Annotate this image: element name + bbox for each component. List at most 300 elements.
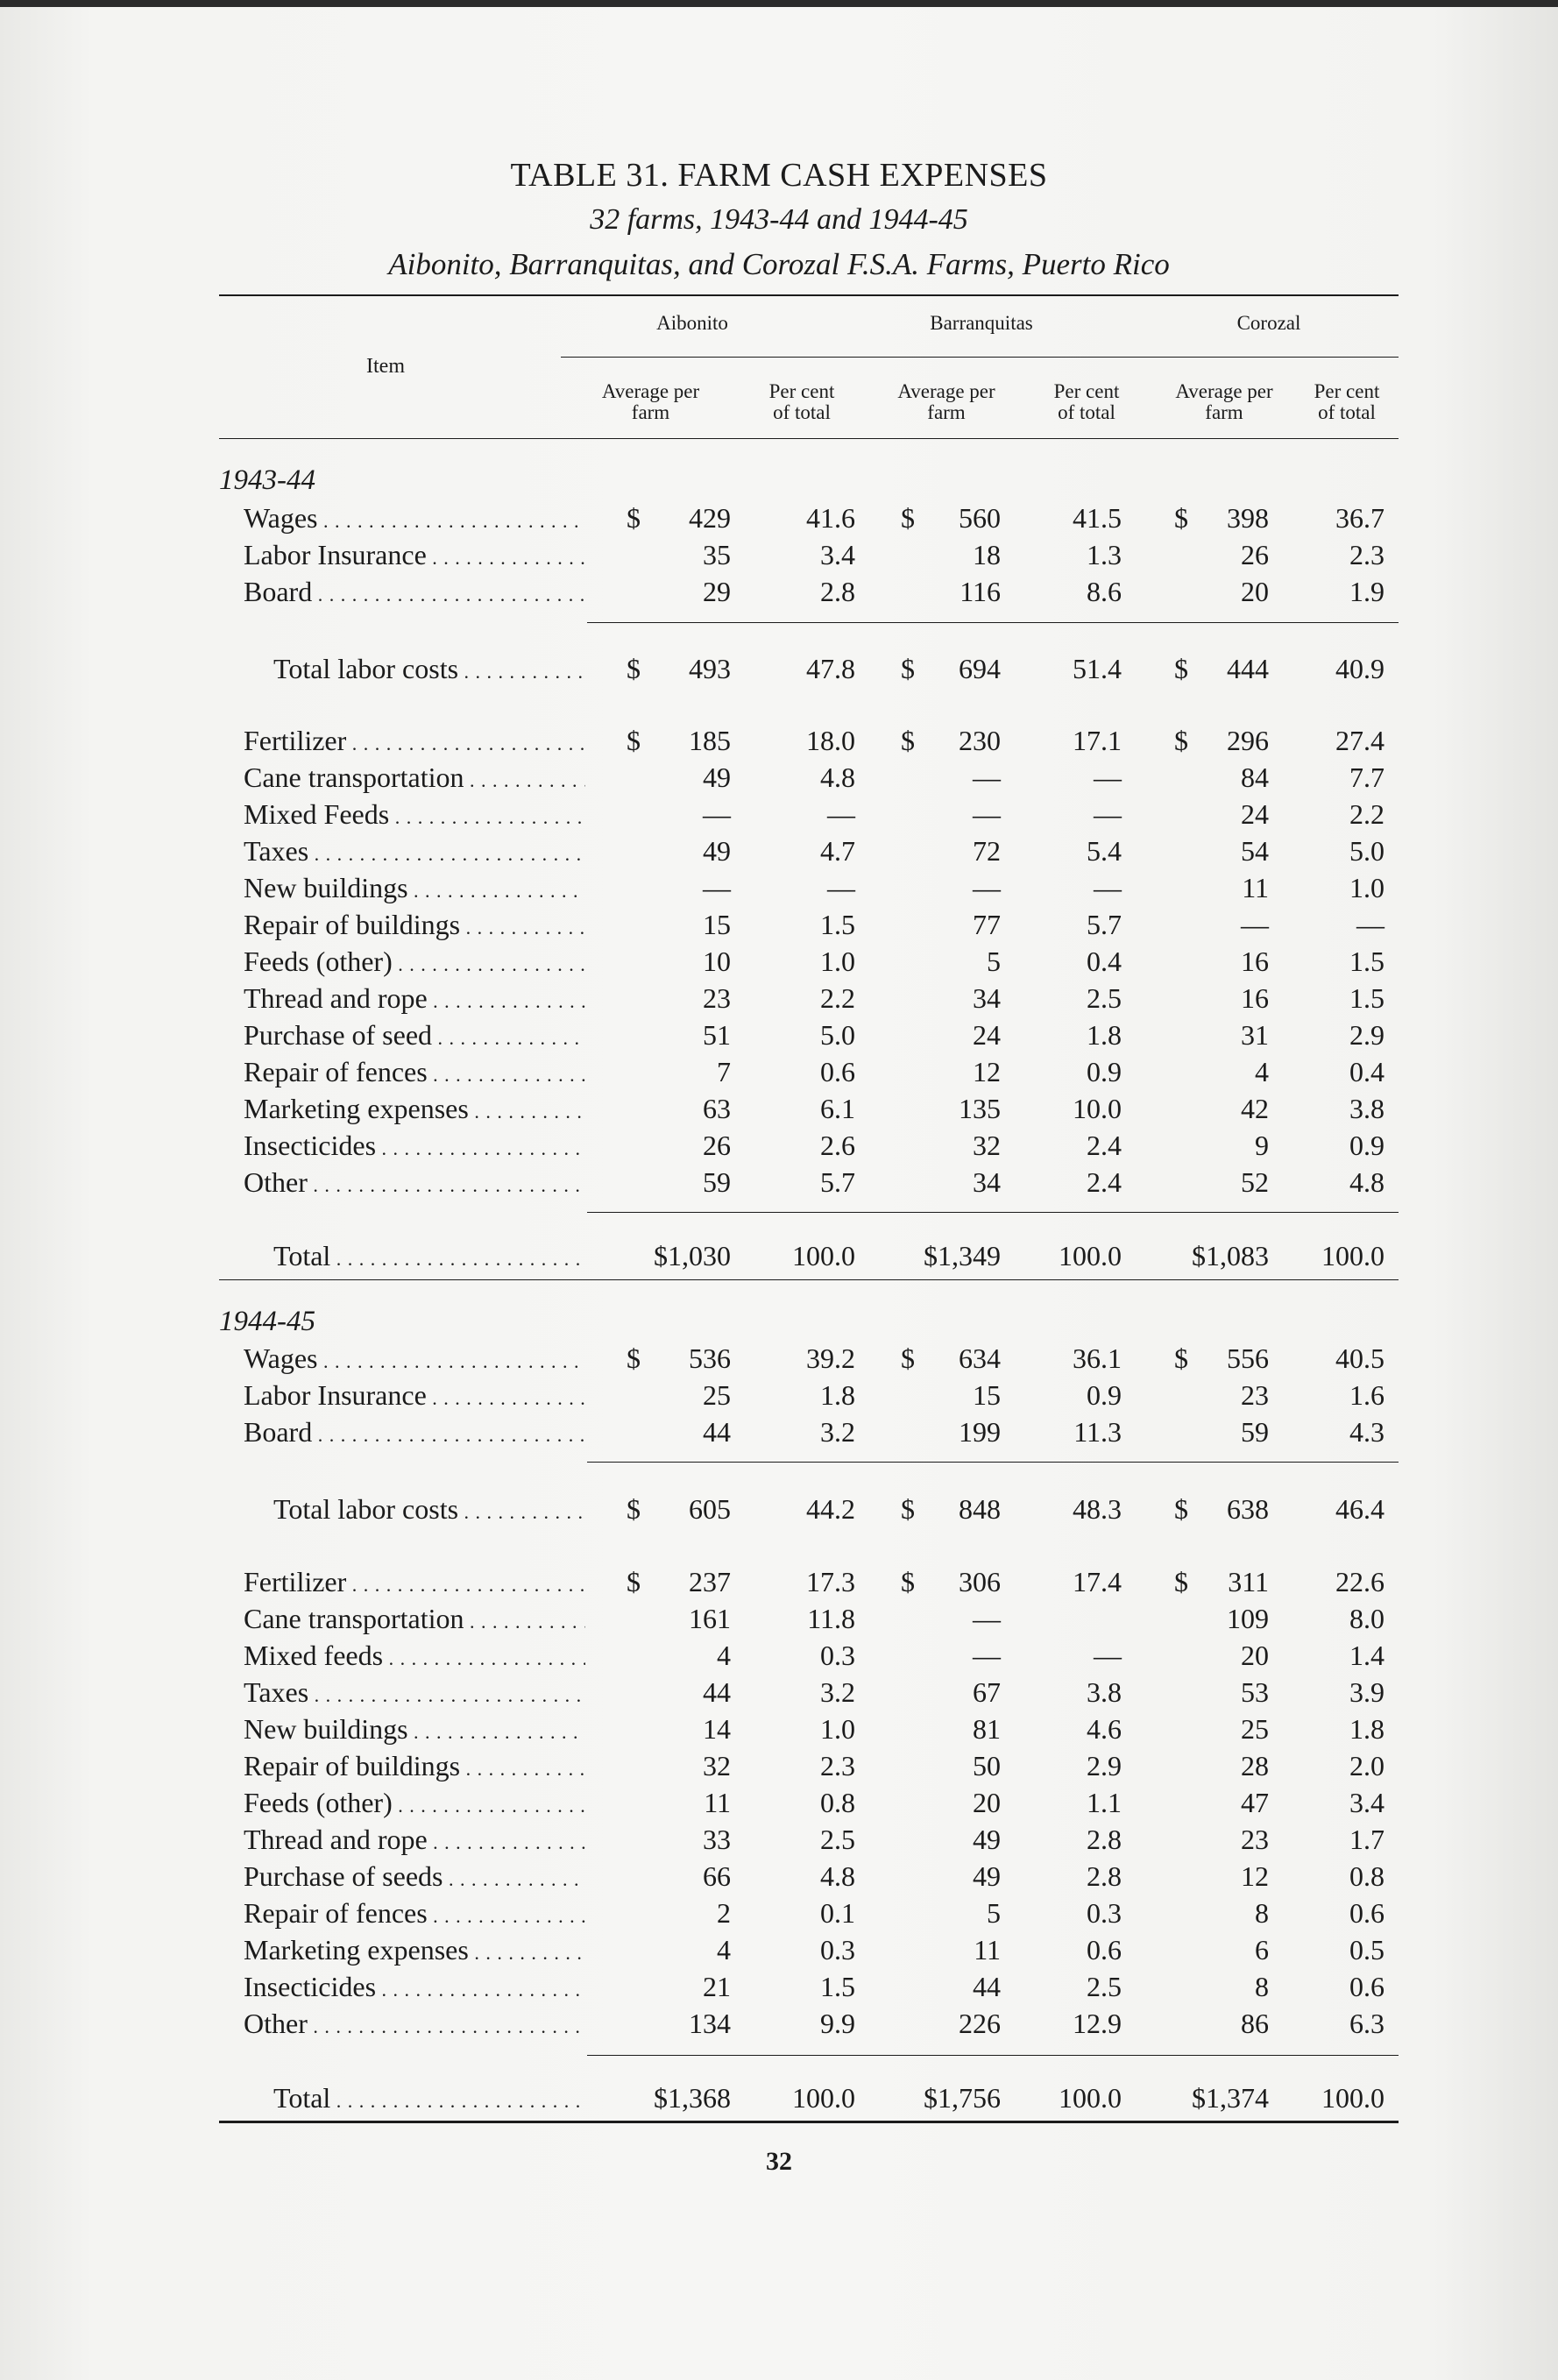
aibonito-percent: 17.3	[806, 1566, 855, 1597]
row-label: Repair of buildings . . .	[244, 907, 585, 946]
corozal-percent: 1.0	[1349, 872, 1384, 903]
table-row	[0, 2006, 1558, 2041]
table-rule	[587, 1212, 1399, 1213]
aibonito-average: 23	[703, 982, 731, 1014]
table-row	[0, 1128, 1558, 1163]
currency-sign: $	[627, 1493, 641, 1525]
barranquitas-average: 230	[959, 725, 1001, 756]
aibonito-percent: 44.2	[806, 1493, 855, 1525]
aibonito-percent: 39.2	[806, 1342, 855, 1374]
subheader-line: of total	[1318, 401, 1376, 423]
row-label: Purchase of seeds . . .	[244, 1859, 585, 1897]
aibonito-average: 14	[703, 1713, 731, 1745]
aibonito-average: 185	[689, 725, 731, 756]
corozal-average: —	[1241, 909, 1269, 940]
currency-sign: $	[1174, 1342, 1188, 1374]
corozal-percent: 3.9	[1349, 1676, 1384, 1708]
row-label: Wages . . .	[244, 1341, 585, 1379]
barranquitas-percent: 0.6	[1087, 1934, 1122, 1966]
row-label: Marketing expenses . . .	[244, 1932, 585, 1971]
corozal-percent: 46.4	[1335, 1493, 1384, 1525]
aibonito-average: 49	[703, 761, 731, 793]
subheader-barranquitas-avg	[863, 381, 1030, 423]
row-label: Feeds (other) . . .	[244, 944, 585, 982]
aibonito-average: 35	[703, 539, 731, 570]
barranquitas-average: 24	[973, 1019, 1001, 1051]
barranquitas-average: 226	[959, 2008, 1001, 2039]
corozal-percent: 40.9	[1335, 653, 1384, 684]
barranquitas-average: 5	[987, 1897, 1001, 1929]
barranquitas-average: 634	[959, 1342, 1001, 1374]
barranquitas-percent: 48.3	[1073, 1493, 1122, 1525]
currency-sign: $	[901, 725, 915, 756]
table-subtitle-locations: Aibonito, Barranquitas, and Corozal F.S.A. Farms, Puerto Rico	[388, 247, 1170, 281]
table-rule	[219, 1279, 1399, 1280]
barranquitas-average: $1,756	[924, 2082, 1001, 2114]
barranquitas-average: 694	[959, 653, 1001, 684]
table-rule	[587, 2055, 1399, 2056]
aibonito-percent: 3.2	[820, 1416, 855, 1448]
corozal-average: 444	[1227, 653, 1269, 684]
aibonito-average: 2	[717, 1897, 731, 1929]
subheader-line: Per cent	[768, 380, 835, 402]
aibonito-percent: 1.0	[820, 946, 855, 977]
table-row	[0, 1638, 1558, 1673]
barranquitas-percent: —	[1094, 872, 1122, 903]
barranquitas-percent: 2.8	[1087, 1824, 1122, 1855]
table-row	[0, 1601, 1558, 1636]
currency-sign: $	[1174, 1493, 1188, 1525]
row-label: Other . . .	[244, 1165, 585, 1203]
row-label: Purchase of seed . . .	[244, 1017, 585, 1056]
corozal-average: 20	[1241, 1640, 1269, 1671]
corozal-percent: 6.3	[1349, 2008, 1384, 2039]
aibonito-percent: 1.8	[820, 1379, 855, 1411]
aibonito-average: 10	[703, 946, 731, 977]
barranquitas-average: 50	[973, 1750, 1001, 1781]
table-row	[0, 1822, 1558, 1857]
aibonito-average: $1,368	[654, 2082, 731, 2114]
aibonito-percent: 4.7	[820, 835, 855, 867]
barranquitas-average: 20	[973, 1787, 1001, 1818]
table-row	[0, 797, 1558, 832]
corozal-average: 53	[1241, 1676, 1269, 1708]
barranquitas-average: 44	[973, 1971, 1001, 2002]
row-label: Fertilizer . . .	[244, 1564, 585, 1603]
table-row	[0, 833, 1558, 868]
row-label: Mixed feeds . . .	[244, 1638, 585, 1676]
barranquitas-percent: —	[1094, 1640, 1122, 1671]
corozal-average: 52	[1241, 1166, 1269, 1198]
table-row	[0, 574, 1558, 609]
corozal-average: 11	[1242, 872, 1269, 903]
header-group-rule	[561, 357, 1399, 358]
corozal-average: 16	[1241, 982, 1269, 1014]
aibonito-average: —	[703, 872, 731, 903]
corozal-average: 25	[1241, 1713, 1269, 1745]
corozal-average: 54	[1241, 835, 1269, 867]
row-label: Feeds (other) . . .	[244, 1785, 585, 1824]
row-label: Repair of buildings . . .	[244, 1748, 585, 1787]
corozal-percent: 1.7	[1349, 1824, 1384, 1855]
aibonito-average: $1,030	[654, 1240, 731, 1271]
corozal-average: 6	[1255, 1934, 1269, 1966]
currency-sign: $	[901, 1342, 915, 1374]
subheader-barranquitas-pct	[1025, 381, 1148, 423]
subheader-aibonito-avg	[561, 381, 740, 423]
barranquitas-percent: 0.9	[1087, 1056, 1122, 1087]
barranquitas-percent: —	[1094, 761, 1122, 793]
table-row	[0, 723, 1558, 758]
subheader-corozal-pct	[1290, 381, 1404, 423]
corozal-average: 23	[1241, 1824, 1269, 1855]
aibonito-percent: 5.0	[820, 1019, 855, 1051]
corozal-percent: 40.5	[1335, 1342, 1384, 1374]
corozal-average: 24	[1241, 798, 1269, 830]
barranquitas-average: —	[973, 761, 1001, 793]
currency-sign: $	[1174, 1566, 1188, 1597]
row-label: Insecticides . . .	[244, 1128, 585, 1166]
barranquitas-average: 560	[959, 502, 1001, 534]
table-row	[0, 1748, 1558, 1783]
currency-sign: $	[627, 1566, 641, 1597]
row-label: Thread and rope . . .	[244, 1822, 585, 1860]
row-label: Total labor costs . . .	[273, 1491, 585, 1530]
row-label: Board . . .	[244, 1414, 585, 1453]
barranquitas-average: 5	[987, 946, 1001, 977]
subheader-line: Average per	[601, 380, 700, 402]
currency-sign: $	[1174, 502, 1188, 534]
barranquitas-average: 11	[974, 1934, 1001, 1966]
aibonito-percent: 5.7	[820, 1166, 855, 1198]
corozal-percent: 0.6	[1349, 1897, 1384, 1929]
barranquitas-average: 116	[960, 576, 1001, 607]
corozal-percent: 7.7	[1349, 761, 1384, 793]
table-rule	[219, 2121, 1399, 2123]
barranquitas-percent: 11.3	[1073, 1416, 1122, 1448]
corozal-percent: 100.0	[1321, 2082, 1384, 2114]
aibonito-average: —	[703, 798, 731, 830]
corozal-average: 31	[1241, 1019, 1269, 1051]
barranquitas-percent: 17.4	[1073, 1566, 1122, 1597]
barranquitas-percent: 5.7	[1087, 909, 1122, 940]
barranquitas-percent: 100.0	[1059, 2082, 1122, 2114]
aibonito-percent: 2.6	[820, 1130, 855, 1161]
table-row	[0, 907, 1558, 942]
aibonito-average: 32	[703, 1750, 731, 1781]
row-label: Repair of fences . . .	[244, 1054, 585, 1093]
corozal-average: 4	[1255, 1056, 1269, 1087]
barranquitas-percent: 4.6	[1087, 1713, 1122, 1745]
aibonito-average: 7	[717, 1056, 731, 1087]
table-rule	[587, 622, 1399, 623]
row-label: Cane transportation . . .	[244, 760, 585, 798]
row-label: Thread and rope . . .	[244, 981, 585, 1019]
corozal-average: 23	[1241, 1379, 1269, 1411]
subheader-line: farm	[1205, 401, 1243, 423]
subheader-line: of total	[773, 401, 831, 423]
barranquitas-average: 306	[959, 1566, 1001, 1597]
subheader-line: Per cent	[1053, 380, 1120, 402]
barranquitas-percent: 0.9	[1087, 1379, 1122, 1411]
corozal-percent: 2.9	[1349, 1019, 1384, 1051]
aibonito-percent: —	[827, 872, 855, 903]
aibonito-average: 493	[689, 653, 731, 684]
corozal-percent: 1.8	[1349, 1713, 1384, 1745]
aibonito-average: 25	[703, 1379, 731, 1411]
subheader-line: Per cent	[1314, 380, 1380, 402]
barranquitas-average: 34	[973, 982, 1001, 1014]
table-row	[0, 1895, 1558, 1930]
corozal-average: $1,083	[1192, 1240, 1269, 1271]
row-label: Other . . .	[244, 2006, 585, 2044]
table-row	[0, 1017, 1558, 1052]
aibonito-average: 44	[703, 1416, 731, 1448]
currency-sign: $	[1174, 725, 1188, 756]
table-row	[0, 1238, 1558, 1273]
corozal-percent: 100.0	[1321, 1240, 1384, 1271]
table-row	[0, 1054, 1558, 1089]
table-row	[0, 1341, 1558, 1376]
barranquitas-percent: 0.4	[1087, 946, 1122, 977]
subheader-line: Average per	[1175, 380, 1273, 402]
aibonito-average: 237	[689, 1566, 731, 1597]
corozal-average: 296	[1227, 725, 1269, 756]
barranquitas-average: —	[973, 872, 1001, 903]
corozal-average: 8	[1255, 1897, 1269, 1929]
corozal-percent: 0.8	[1349, 1860, 1384, 1892]
corozal-average: 59	[1241, 1416, 1269, 1448]
corozal-percent: 8.0	[1349, 1603, 1384, 1634]
header-top-rule	[219, 294, 1399, 296]
aibonito-percent: 2.8	[820, 576, 855, 607]
corozal-average: 109	[1227, 1603, 1269, 1634]
corozal-percent: —	[1356, 909, 1384, 940]
aibonito-average: 21	[703, 1971, 731, 2002]
table-row	[0, 1969, 1558, 2004]
corozal-average: 47	[1241, 1787, 1269, 1818]
header-bottom-rule	[219, 438, 1399, 439]
currency-sign: $	[901, 502, 915, 534]
barranquitas-average: 32	[973, 1130, 1001, 1161]
row-label: New buildings . . .	[244, 1711, 585, 1750]
barranquitas-percent: 1.3	[1087, 539, 1122, 570]
row-label: New buildings . . .	[244, 870, 585, 909]
barranquitas-percent: 2.8	[1087, 1860, 1122, 1892]
corozal-percent: 0.6	[1349, 1971, 1384, 2002]
currency-sign: $	[627, 653, 641, 684]
row-label: Total . . .	[273, 2080, 585, 2119]
corozal-percent: 22.6	[1335, 1566, 1384, 1597]
barranquitas-average: 67	[973, 1676, 1001, 1708]
barranquitas-average: 49	[973, 1860, 1001, 1892]
section-label: 1944-45	[219, 1306, 315, 1337]
subheader-line: Average per	[897, 380, 995, 402]
currency-sign: $	[901, 1566, 915, 1597]
corozal-percent: 0.9	[1349, 1130, 1384, 1161]
corozal-average: $1,374	[1192, 2082, 1269, 2114]
aibonito-average: 134	[689, 2008, 731, 2039]
subheader-corozal-avg	[1150, 381, 1299, 423]
aibonito-percent: 41.6	[806, 502, 855, 534]
corozal-average: 28	[1241, 1750, 1269, 1781]
row-label: Cane transportation . . .	[244, 1601, 585, 1640]
aibonito-percent: 1.5	[820, 1971, 855, 2002]
table-subtitle: 32 farms, 1943-44 and 1944-45	[590, 203, 968, 236]
table-row	[0, 1491, 1558, 1526]
aibonito-percent: —	[827, 798, 855, 830]
aibonito-average: 605	[689, 1493, 731, 1525]
aibonito-average: 4	[717, 1934, 731, 1966]
subheader-line: of total	[1058, 401, 1115, 423]
aibonito-percent: 2.3	[820, 1750, 855, 1781]
row-label: Labor Insurance . . .	[244, 1378, 585, 1416]
barranquitas-percent: 5.4	[1087, 835, 1122, 867]
corozal-average: 9	[1255, 1130, 1269, 1161]
corozal-average: 398	[1227, 502, 1269, 534]
table-row	[0, 1378, 1558, 1413]
corozal-percent: 5.0	[1349, 835, 1384, 867]
currency-sign: $	[901, 653, 915, 684]
aibonito-percent: 3.4	[820, 539, 855, 570]
table-row	[0, 1785, 1558, 1820]
aibonito-percent: 18.0	[806, 725, 855, 756]
page-top-edge	[0, 0, 1558, 7]
page-number: 32	[766, 2147, 792, 2176]
barranquitas-percent: 41.5	[1073, 502, 1122, 534]
aibonito-percent: 4.8	[820, 761, 855, 793]
group-header-barranquitas: Barranquitas	[930, 312, 1033, 334]
corozal-percent: 1.6	[1349, 1379, 1384, 1411]
corozal-percent: 1.5	[1349, 946, 1384, 977]
row-label: Total labor costs . . .	[273, 651, 585, 690]
table-row	[0, 500, 1558, 535]
corozal-percent: 36.7	[1335, 502, 1384, 534]
barranquitas-average: —	[973, 798, 1001, 830]
barranquitas-percent: 36.1	[1073, 1342, 1122, 1374]
aibonito-percent: 4.8	[820, 1860, 855, 1892]
currency-sign: $	[627, 1342, 641, 1374]
corozal-percent: 2.2	[1349, 798, 1384, 830]
table-row	[0, 1932, 1558, 1967]
aibonito-average: 59	[703, 1166, 731, 1198]
barranquitas-percent: 2.4	[1087, 1130, 1122, 1161]
corozal-average: 8	[1255, 1971, 1269, 2002]
barranquitas-average: 18	[973, 539, 1001, 570]
barranquitas-average: —	[973, 1603, 1001, 1634]
barranquitas-average: 12	[973, 1056, 1001, 1087]
barranquitas-average: 848	[959, 1493, 1001, 1525]
aibonito-average: 26	[703, 1130, 731, 1161]
aibonito-average: 15	[703, 909, 731, 940]
aibonito-percent: 0.8	[820, 1787, 855, 1818]
corozal-percent: 4.3	[1349, 1416, 1384, 1448]
corozal-average: 311	[1228, 1566, 1269, 1597]
row-label: Total . . .	[273, 1238, 585, 1277]
corozal-percent: 1.5	[1349, 982, 1384, 1014]
barranquitas-percent: —	[1094, 798, 1122, 830]
aibonito-percent: 0.3	[820, 1934, 855, 1966]
barranquitas-average: 135	[959, 1093, 1001, 1124]
corozal-percent: 1.9	[1349, 576, 1384, 607]
aibonito-percent: 0.6	[820, 1056, 855, 1087]
aibonito-percent: 100.0	[792, 2082, 855, 2114]
barranquitas-percent: 12.9	[1073, 2008, 1122, 2039]
currency-sign: $	[627, 725, 641, 756]
table-row	[0, 1859, 1558, 1894]
table-row	[0, 1675, 1558, 1710]
aibonito-average: 49	[703, 835, 731, 867]
corozal-percent: 0.5	[1349, 1934, 1384, 1966]
subheader-aibonito-pct	[740, 381, 863, 423]
table-row	[0, 2080, 1558, 2115]
corozal-percent: 3.4	[1349, 1787, 1384, 1818]
row-label: Mixed Feeds . . .	[244, 797, 585, 835]
subheader-line: farm	[631, 401, 670, 423]
aibonito-percent: 1.5	[820, 909, 855, 940]
barranquitas-average: —	[973, 1640, 1001, 1671]
barranquitas-percent: 8.6	[1087, 576, 1122, 607]
barranquitas-percent: 2.5	[1087, 1971, 1122, 2002]
table-row	[0, 981, 1558, 1016]
aibonito-average: 29	[703, 576, 731, 607]
aibonito-percent: 0.3	[820, 1640, 855, 1671]
item-column-header: Item	[366, 355, 405, 378]
row-label: Taxes . . .	[244, 1675, 585, 1713]
row-label: Labor Insurance . . .	[244, 537, 585, 576]
barranquitas-average: 49	[973, 1824, 1001, 1855]
barranquitas-percent: 2.4	[1087, 1166, 1122, 1198]
corozal-average: 556	[1227, 1342, 1269, 1374]
barranquitas-percent: 100.0	[1059, 1240, 1122, 1271]
corozal-average: 42	[1241, 1093, 1269, 1124]
aibonito-percent: 2.2	[820, 982, 855, 1014]
barranquitas-percent: 2.9	[1087, 1750, 1122, 1781]
table-row	[0, 1091, 1558, 1126]
barranquitas-average: 81	[973, 1713, 1001, 1745]
currency-sign: $	[1174, 653, 1188, 684]
barranquitas-percent: 0.3	[1087, 1897, 1122, 1929]
corozal-percent: 27.4	[1335, 725, 1384, 756]
aibonito-average: 536	[689, 1342, 731, 1374]
aibonito-percent: 3.2	[820, 1676, 855, 1708]
corozal-percent: 0.4	[1349, 1056, 1384, 1087]
table-row	[0, 1414, 1558, 1449]
barranquitas-average: 77	[973, 909, 1001, 940]
aibonito-average: 44	[703, 1676, 731, 1708]
aibonito-average: 11	[704, 1787, 731, 1818]
table-row	[0, 1564, 1558, 1599]
subheader-line: farm	[927, 401, 966, 423]
barranquitas-percent: 17.1	[1073, 725, 1122, 756]
aibonito-average: 66	[703, 1860, 731, 1892]
corozal-average: 12	[1241, 1860, 1269, 1892]
row-label: Repair of fences . . .	[244, 1895, 585, 1934]
barranquitas-percent: 51.4	[1073, 653, 1122, 684]
corozal-average: 84	[1241, 761, 1269, 793]
group-header-corozal: Corozal	[1236, 312, 1301, 334]
corozal-average: 20	[1241, 576, 1269, 607]
row-label: Wages . . .	[244, 500, 585, 539]
table-row	[0, 944, 1558, 979]
currency-sign: $	[627, 502, 641, 534]
corozal-average: 638	[1227, 1493, 1269, 1525]
currency-sign: $	[901, 1493, 915, 1525]
table-row	[0, 870, 1558, 905]
aibonito-percent: 11.8	[807, 1603, 855, 1634]
barranquitas-percent: 2.5	[1087, 982, 1122, 1014]
corozal-percent: 2.3	[1349, 539, 1384, 570]
